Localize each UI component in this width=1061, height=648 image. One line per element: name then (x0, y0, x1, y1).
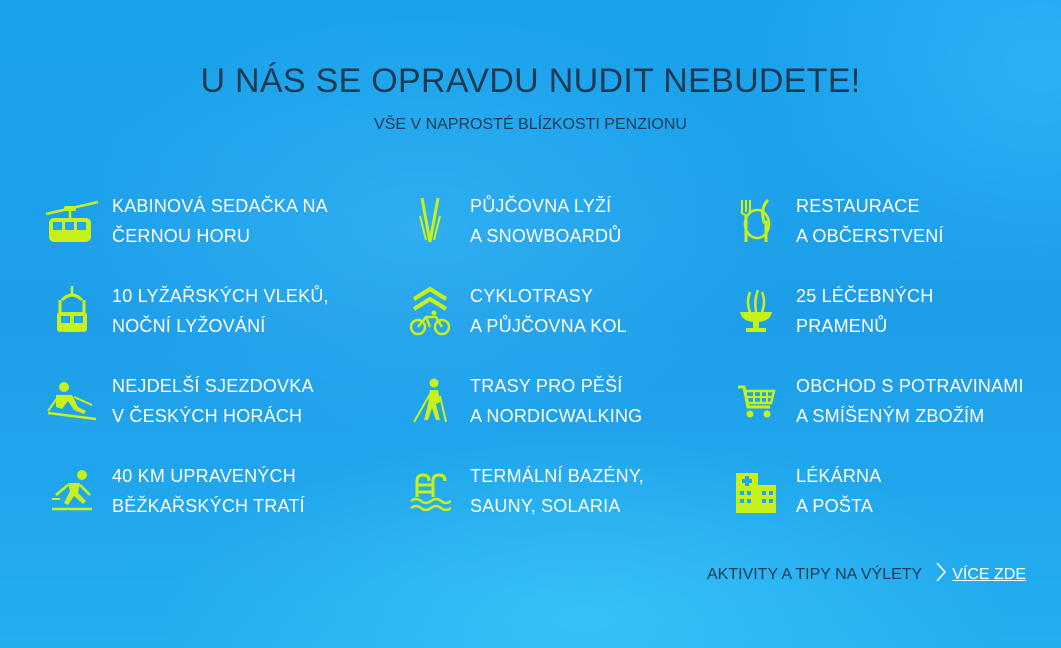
downhill-skier-icon (44, 376, 100, 426)
cross-country-skier-icon (44, 466, 100, 516)
feature-line-1: 25 LÉČEBNÝCH (796, 286, 934, 306)
feature-downhill (44, 371, 314, 431)
feature-line-1: TRASY PRO PĚŠÍ (470, 376, 623, 396)
feature-line-2: A POŠTA (796, 496, 874, 516)
feature-springs (728, 281, 933, 341)
nordic-walking-icon (402, 376, 458, 426)
more-link[interactable]: VÍCE ZDE (952, 565, 1027, 583)
feature-line-1: OBCHOD S POTRAVINAMI (796, 376, 1024, 396)
feature-line-2: PRAMENŮ (796, 316, 888, 336)
swimming-pool-icon (402, 466, 458, 516)
cycling-icon (402, 286, 458, 336)
feature-line-1: 10 LYŽAŘSKÝCH VLEKŮ, (112, 286, 329, 306)
feature-restaurant (728, 191, 944, 251)
feature-line-2: SAUNY, SOLARIA (470, 496, 621, 516)
feature-pool (402, 461, 644, 521)
feature-ski-lifts (44, 281, 329, 341)
pharmacy-post-icon (728, 466, 784, 516)
feature-line-1: LÉKÁRNA (796, 466, 882, 486)
feature-cable-car (44, 191, 328, 251)
spring-fountain-icon (728, 286, 784, 336)
feature-nordic-walking (402, 371, 642, 431)
chevron-right-icon[interactable] (936, 562, 946, 587)
feature-line-1: 40 KM UPRAVENÝCH (112, 466, 296, 486)
page-subtitle: VŠE V NAPROSTÉ BLÍZKOSTI PENZIONU (374, 116, 687, 133)
feature-line-1: PŮJČOVNA LYŽÍ (470, 196, 612, 216)
feature-line-2: BĚŽKAŘSKÝCH TRATÍ (112, 496, 305, 516)
feature-line-1: KABINOVÁ SEDAČKA NA (112, 196, 328, 216)
page-title: U NÁS SE OPRAVDU NUDIT NEBUDETE! (200, 62, 861, 100)
feature-ski-rental (402, 191, 621, 251)
feature-cycling (402, 281, 627, 341)
feature-line-2: A PŮJČOVNA KOL (470, 316, 627, 336)
cable-car-icon (44, 196, 100, 246)
feature-line-2: A SNOWBOARDŮ (470, 226, 622, 246)
feature-line-2: A NORDICWALKING (470, 406, 643, 426)
feature-line-2: A SMÍŠENÝM ZBOŽÍM (796, 406, 985, 426)
feature-pharmacy-post (728, 461, 881, 521)
feature-line-1: TERMÁLNÍ BAZÉNY, (470, 466, 644, 486)
ski-lift-icon (44, 286, 100, 336)
feature-line-2: NOČNÍ LYŽOVÁNÍ (112, 316, 266, 336)
feature-line-2: ČERNOU HORU (112, 226, 251, 246)
feature-line-2: V ČESKÝCH HORÁCH (112, 406, 303, 426)
feature-line-1: NEJDELŠÍ SJEZDOVKA (112, 376, 314, 396)
restaurant-icon (728, 196, 784, 246)
feature-line-1: CYKLOTRASY (470, 286, 594, 306)
activities-label: AKTIVITY A TIPY NA VÝLETY (707, 565, 923, 583)
feature-line-1: RESTAURACE (796, 196, 920, 216)
feature-cross-country (44, 461, 305, 521)
feature-shop (728, 371, 1024, 431)
footer-links (707, 562, 1026, 587)
ski-rental-icon (402, 196, 458, 246)
feature-line-2: A OBČERSTVENÍ (796, 226, 944, 246)
shopping-cart-icon (728, 376, 784, 426)
